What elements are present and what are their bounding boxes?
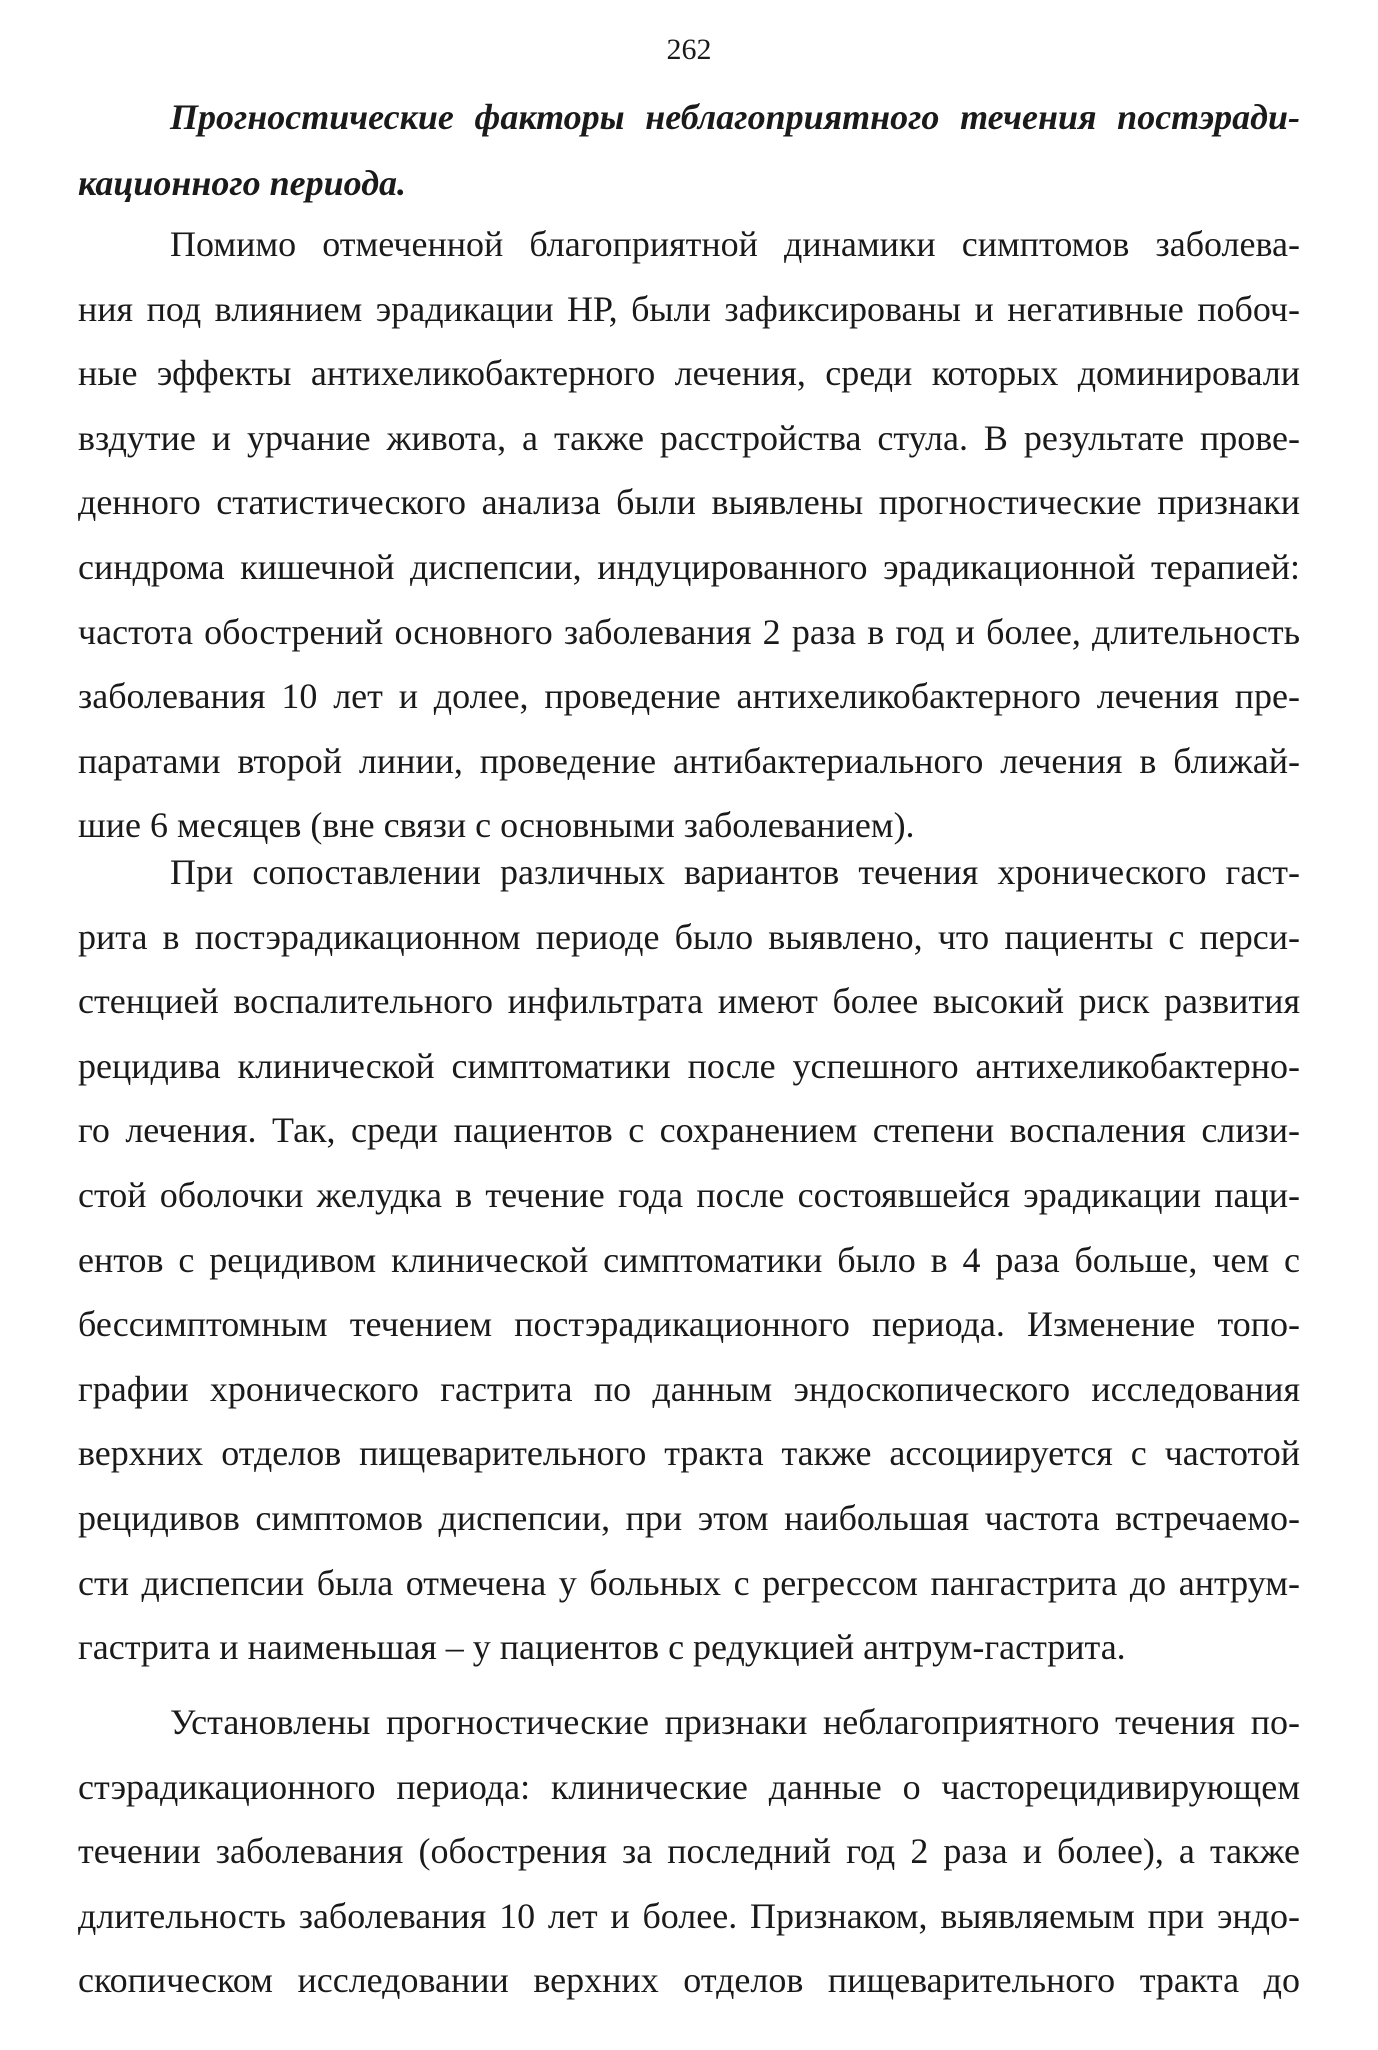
- section-heading: [78, 84, 1300, 216]
- page-number: 262: [666, 33, 712, 66]
- paragraph-2: [78, 840, 1300, 1680]
- paragraph-line: рецидива клинической симптоматики после успешного антихеликобактерно-: [78, 1045, 1300, 1086]
- paragraph-line: стой оболочки желудка в течение года после состоявшейся эрадикации паци-: [78, 1174, 1300, 1215]
- paragraph-line: ния под влиянием эрадикации НР, были зафиксированы и негативные побоч-: [78, 288, 1300, 329]
- paragraph-line: денного статистического анализа были выявлены прогностические признаки: [78, 482, 1300, 523]
- paragraph-line: бессимптомным течением постэрадикационного периода. Изменение топо-: [78, 1304, 1300, 1345]
- paragraph-line: синдрома кишечной диспепсии, индуцированного эрадикационной терапией:: [78, 546, 1300, 587]
- paragraph-line: заболевания 10 лет и долее, проведение антихеликобактерного лечения пре-: [78, 676, 1300, 717]
- paragraph-line: графии хронического гастрита по данным эндоскопического исследования: [78, 1368, 1300, 1409]
- paragraph-line: стэрадикационного периода: клинические данные о часторецидивирующем: [78, 1766, 1300, 1807]
- paragraph-line: Установлены прогностические признаки неблагоприятного течения по-: [170, 1702, 1300, 1742]
- paragraph-line: вздутие и урчание живота, а также расстройства стула. В результате прове-: [78, 417, 1300, 458]
- paragraph-line: го лечения. Так, среди пациентов с сохранением степени воспаления слизи-: [78, 1110, 1300, 1151]
- paragraph-line: ентов с рецидивом клинической симптоматики было в 4 раза больше, чем с: [78, 1239, 1300, 1280]
- paragraph-line: При сопоставлении различных вариантов течения хронического гаст-: [170, 852, 1300, 892]
- paragraph-line: шие 6 месяцев (вне связи с основными заболеванием).: [78, 805, 915, 846]
- heading-line-2: кационного периода.: [78, 163, 407, 203]
- paragraph-line: рецидивов симптомов диспепсии, при этом наибольшая частота встречаемо-: [78, 1497, 1300, 1538]
- paragraph-line: частота обострений основного заболевания 2 раза в год и более, длительность: [78, 611, 1300, 652]
- paragraph-line: рита в постэрадикационном периоде было выявлено, что пациенты с перси-: [78, 916, 1300, 957]
- paragraph-3: [78, 1690, 1300, 2013]
- paragraph-1: [78, 212, 1300, 858]
- paragraph-line: паратами второй линии, проведение антибактериального лечения в ближай-: [78, 740, 1300, 781]
- paragraph-line: гастрита и наименьшая – у пациентов с редукцией антрум-гастрита.: [78, 1627, 1126, 1668]
- paragraph-line: течении заболевания (обострения за последний год 2 раза и более), а также: [78, 1831, 1300, 1872]
- paragraph-line: верхних отделов пищеварительного тракта также ассоциируется с частотой: [78, 1433, 1300, 1474]
- paragraph-line: сти диспепсии была отмечена у больных с регрессом пангастрита до антрум-: [78, 1562, 1300, 1603]
- paragraph-line: стенцией воспалительного инфильтрата имеют более высокий риск развития: [78, 981, 1300, 1022]
- heading-line-1: Прогностические факторы неблагоприятного течения постэради-: [170, 97, 1300, 137]
- paragraph-line: ные эффекты антихеликобактерного лечения, среди которых доминировали: [78, 353, 1300, 394]
- paragraph-line: скопическом исследовании верхних отделов пищеварительного тракта до: [78, 1960, 1300, 2001]
- paragraph-line: Помимо отмеченной благоприятной динамики симптомов заболева-: [170, 224, 1300, 264]
- paragraph-line: длительность заболевания 10 лет и более. Признаком, выявляемым при эндо-: [78, 1895, 1300, 1936]
